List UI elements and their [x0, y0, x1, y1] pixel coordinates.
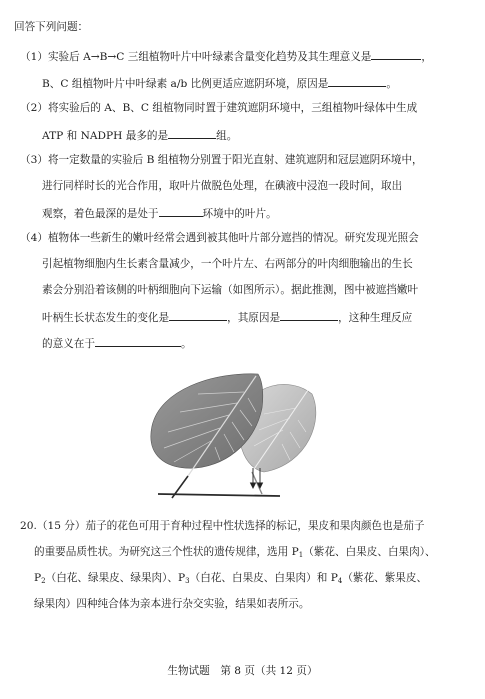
- q20-line2: 的重要品质性状。为研究这三个性状的遗传规律，选用 $P_1$（紫花、白果皮、白果肉）、: [34, 546, 436, 559]
- q1-line2: B、C 组植物叶片中叶绿素 a/b 比例更适应遮阴环境，原因是 。: [42, 75, 397, 91]
- q3-line2: 进行同样时长的光合作用，取叶片做脱色处理，在碘液中浸泡一段时间，取出: [42, 180, 403, 192]
- q1-line1: （1）实验后 A→B→C 三组植物叶片中叶绿素含量变化趋势及其生理意义是 ，: [20, 48, 432, 64]
- answer-blank[interactable]: [168, 127, 216, 139]
- branch: [158, 494, 280, 496]
- leaf-figure: [140, 368, 350, 508]
- q20-number: 20.: [20, 520, 37, 532]
- q2-number: （2）: [20, 102, 48, 114]
- intro-text: 回答下列问题：: [14, 21, 89, 33]
- leaf-diagram: [140, 368, 350, 508]
- q2-line1: （2）将实验后的 A、B、C 组植物同时置于建筑遮阴环境中，三组植物叶绿体中生成: [20, 102, 418, 114]
- q3-line3: 观察，着色最深的是处于 环境中的叶片。: [42, 205, 277, 221]
- answer-blank[interactable]: [159, 205, 203, 217]
- q4-line3: 素会分别沿着该侧的叶柄细胞向下运输（如图所示）。据此推测，图中被遮挡嫩叶: [42, 284, 419, 296]
- answer-blank[interactable]: [328, 75, 386, 87]
- q4-line2: 引起植物细胞内生长素含量减少，一个叶片左、右两部分的叶肉细胞输出的生长: [42, 258, 413, 270]
- q3-number: （3）: [20, 154, 48, 166]
- q20-line3: $P_2$（白花、绿果皮、绿果肉）、$P_3$（白花、白果皮、白果肉）和 $P_4$（紫花、紫果皮、: [34, 572, 428, 585]
- q1-number: （1）: [20, 51, 48, 63]
- answer-blank[interactable]: [95, 335, 181, 347]
- answer-blank[interactable]: [371, 48, 421, 60]
- q4-number: （4）: [20, 232, 48, 244]
- q20-line1: 20.（15 分）茄子的花色可用于育种过程中性状选择的标记，果皮和果肉颜色也是茄子: [20, 520, 425, 532]
- page-footer: 生物试题 第 8 页（共 12 页）: [167, 665, 318, 677]
- q4-line1: （4）植物体一些新生的嫩叶经常会遇到被其他叶片部分遮挡的情况。研究发现光照会: [20, 232, 419, 244]
- answer-blank[interactable]: [280, 309, 338, 321]
- answer-blank[interactable]: [169, 309, 227, 321]
- q2-line2: ATP 和 NADPH 最多的是 组。: [42, 127, 237, 143]
- q3-line1: （3）将一定数量的实验后 B 组植物分别置于阳光直射、建筑遮阴和冠层遮阴环境中，: [20, 154, 423, 166]
- q4-line4: 叶柄生长状态发生的变化是 ，其原因是 ，这种生理反应: [42, 309, 412, 325]
- q20-line4: 绿果肉）四种纯合体为亲本进行杂交实验，结果如表所示。: [34, 598, 310, 610]
- q4-line5: 的意义在于 。: [42, 335, 192, 351]
